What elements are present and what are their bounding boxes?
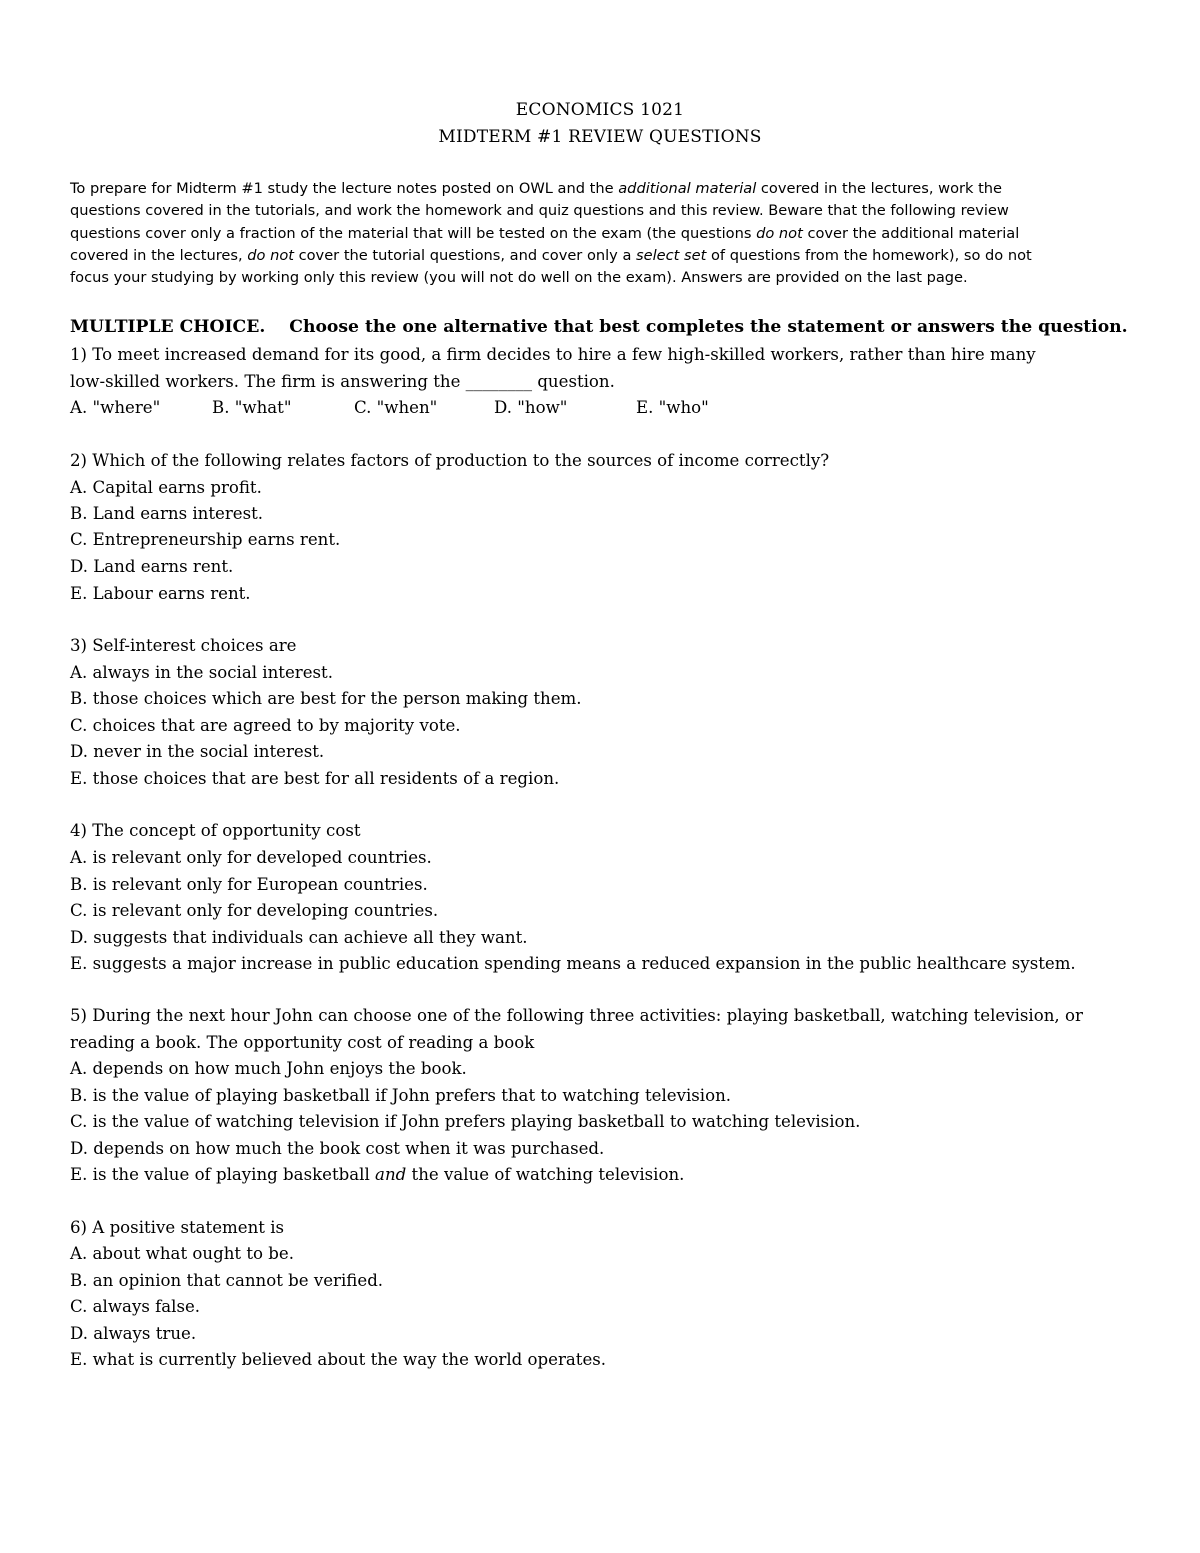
section-instruction: Choose the one alternative that best completes the statement or answers the question.	[289, 317, 1128, 337]
intro-line: questions covered in the tutorials, and work the homework and quiz questions and this review. Beware that the following review	[70, 202, 1009, 220]
answer-option: A. Capital earns profit.	[70, 478, 262, 497]
answer-option: A. "where"	[70, 398, 161, 417]
intro-text: covered in the lectures, work the	[756, 180, 1003, 197]
answer-options-row	[70, 398, 770, 420]
question-stem: 1) To meet increased demand for its good, a firm decides to hire a few high-skilled workers, rather than hire many	[70, 345, 1036, 364]
intro-line	[70, 245, 1130, 267]
answer-option: E. what is currently believed about the way the world operates.	[70, 1350, 607, 1369]
intro-text: questions cover only a fraction of the material that will be tested on the exam (the questions	[70, 224, 757, 242]
question-stem: 6) A positive statement is	[70, 1218, 285, 1237]
answer-emphasis: and	[375, 1165, 407, 1184]
answer-text: the value of watching television.	[406, 1165, 685, 1184]
intro-text: of questions from the homework), so do not	[706, 246, 1032, 264]
answer-option: E. suggests a major increase in public education spending means a reduced expansion in the public healthcare system.	[70, 954, 1076, 973]
answer-option: D. never in the social interest.	[70, 742, 325, 761]
intro-line	[70, 223, 1130, 245]
answer-option: A. always in the social interest.	[70, 663, 333, 682]
document-subtitle: MIDTERM #1 REVIEW QUESTIONS	[438, 127, 762, 147]
answer-option: C. is relevant only for developing countries.	[70, 901, 439, 920]
intro-text: cover the additional material	[802, 224, 1020, 242]
answer-text: E. is the value of playing basketball	[70, 1165, 376, 1184]
intro-emphasis: do not	[247, 246, 294, 264]
answer-option: B. Land earns interest.	[70, 504, 264, 523]
intro-emphasis: select set	[636, 246, 707, 264]
answer-option: D. always true.	[70, 1324, 197, 1343]
question-stem: 2) Which of the following relates factors of production to the sources of income correctly?	[70, 451, 830, 470]
intro-line: focus your studying by working only this review (you will not do well on the exam). Answers are provided on the last page.	[70, 269, 968, 287]
section-header	[70, 317, 1140, 337]
answer-option: C. always false.	[70, 1297, 201, 1316]
answer-option: B. is relevant only for European countries.	[70, 875, 428, 894]
answer-option: A. depends on how much John enjoys the book.	[70, 1059, 467, 1078]
answer-option: C. Entrepreneurship earns rent.	[70, 530, 341, 549]
answer-option: B. those choices which are best for the person making them.	[70, 689, 582, 708]
intro-emphasis: do not	[756, 224, 803, 242]
intro-line	[70, 178, 1130, 200]
answer-option: A. is relevant only for developed countries.	[70, 848, 432, 867]
section-label: MULTIPLE CHOICE.	[70, 317, 266, 337]
question-stem: 5) During the next hour John can choose one of the following three activities: playing basketball, watching television, or	[70, 1006, 1083, 1025]
answer-option: E. Labour earns rent.	[70, 584, 251, 603]
course-title: ECONOMICS 1021	[515, 100, 685, 120]
answer-option: C. choices that are agreed to by majority vote.	[70, 716, 461, 735]
question-stem: reading a book. The opportunity cost of reading a book	[70, 1033, 535, 1052]
question-stem: low-skilled workers. The firm is answering the ________ question.	[70, 372, 615, 391]
answer-option: A. about what ought to be.	[70, 1244, 294, 1263]
answer-option: D. Land earns rent.	[70, 557, 234, 576]
intro-paragraph	[70, 178, 1130, 289]
intro-emphasis: additional material	[618, 180, 757, 197]
answer-option: D. depends on how much the book cost when it was purchased.	[70, 1139, 605, 1158]
question-stem: 3) Self-interest choices are	[70, 636, 297, 655]
answer-option: E. those choices that are best for all residents of a region.	[70, 769, 560, 788]
answer-option: B. is the value of playing basketball if John prefers that to watching television.	[70, 1086, 732, 1105]
intro-text: covered in the lectures,	[70, 246, 248, 264]
answer-option: B. an opinion that cannot be verified.	[70, 1271, 384, 1290]
question-stem: 4) The concept of opportunity cost	[70, 821, 361, 840]
answer-option: D. "how"	[494, 398, 568, 417]
intro-text: cover the tutorial questions, and cover only a	[293, 246, 637, 264]
answer-option: C. is the value of watching television if John prefers playing basketball to watching television.	[70, 1112, 861, 1131]
answer-option: D. suggests that individuals can achieve all they want.	[70, 928, 528, 947]
answer-option: E. "who"	[636, 398, 709, 417]
answer-option	[70, 1165, 684, 1184]
answer-option: B. "what"	[212, 398, 292, 417]
answer-option: C. "when"	[354, 398, 438, 417]
intro-text: To prepare for Midterm #1 study the lecture notes posted on OWL and the	[70, 180, 619, 197]
